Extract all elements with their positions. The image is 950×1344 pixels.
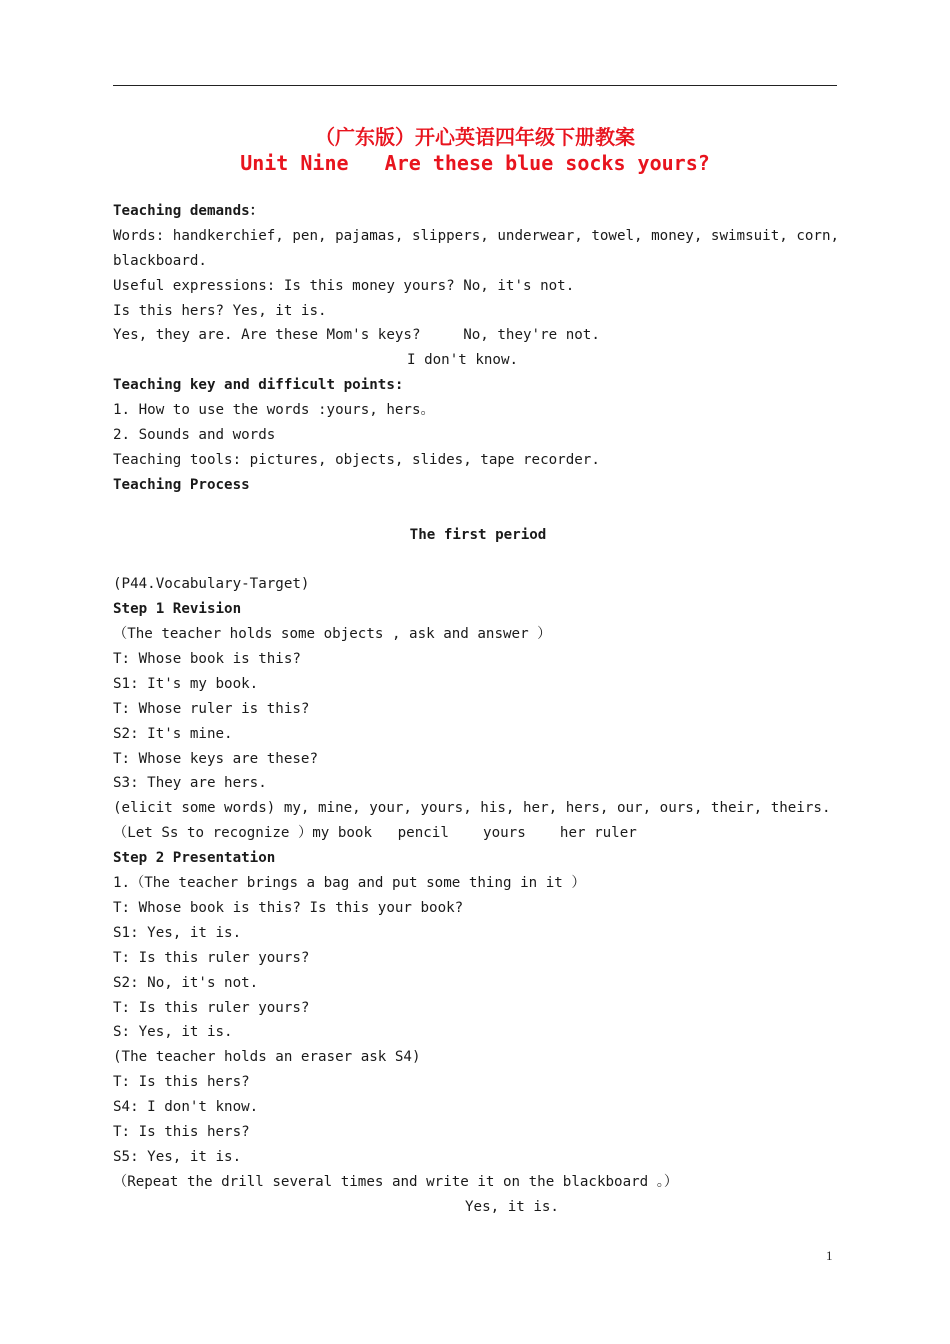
text-line: Useful expressions: Is this money yours? No, it's not.: [113, 277, 575, 294]
dialogue-line: T: Whose book is this? Is this your book?: [113, 899, 464, 916]
dialogue-line: T: Is this hers?: [113, 1074, 250, 1091]
text-line: Yes, it is.: [465, 1198, 559, 1215]
period-heading: The first period: [409, 526, 547, 543]
text-line: I don't know.: [407, 352, 519, 369]
dialogue-line: T: Is this ruler yours?: [113, 999, 310, 1016]
text-line: Yes, they are. Are these Mom's keys? No, they're not.: [113, 327, 600, 344]
lesson-plan-body: [113, 199, 853, 1220]
document-title-chinese: （广东版）开心英语四年级下册教案: [315, 125, 635, 149]
text-line: (The teacher holds an eraser ask S4): [113, 1049, 421, 1066]
text-line: 1. How to use the words :yours, hers。: [113, 402, 435, 419]
dialogue-line: S1: It's my book.: [113, 675, 259, 692]
text-line: （Repeat the drill several times and write it on the blackboard 。）: [113, 1173, 679, 1190]
dialogue-line: S3: They are hers.: [113, 775, 267, 792]
text-line: 2. Sounds and words: [113, 427, 276, 444]
text-line: （Let Ss to recognize ）my book pencil yours her ruler: [113, 825, 637, 842]
dialogue-line: S2: No, it's not.: [113, 974, 259, 991]
text-line: 1.（The teacher brings a bag and put some thing in it ）: [113, 875, 586, 892]
text-line: Is this hers? Yes, it is.: [113, 302, 327, 319]
dialogue-line: S2: It's mine.: [113, 725, 233, 742]
text-line: blackboard.: [113, 252, 207, 269]
section-heading: Teaching Process: [113, 476, 250, 493]
section-heading: Teaching key and difficult points:: [113, 377, 404, 394]
dialogue-line: T: Whose keys are these?: [113, 750, 318, 767]
blank-line: [113, 547, 853, 572]
text-line: (P44.Vocabulary-Target): [113, 576, 310, 593]
header-rule: [113, 85, 837, 86]
dialogue-line: T: Is this ruler yours?: [113, 949, 310, 966]
dialogue-line: T: Whose ruler is this?: [113, 700, 310, 717]
step-heading: Step 1 Revision: [113, 601, 242, 618]
page-number: 1: [826, 1248, 833, 1263]
dialogue-line: S: Yes, it is.: [113, 1024, 233, 1041]
step-heading: Step 2 Presentation: [113, 850, 276, 867]
dialogue-line: S1: Yes, it is.: [113, 924, 242, 941]
text-line: Words: handkerchief, pen, pajamas, slippers, underwear, towel, money, swimsuit, corn,: [113, 227, 840, 244]
blank-line: [113, 498, 853, 523]
document-title-unit: Unit Nine Are these blue socks yours?: [240, 151, 710, 175]
dialogue-line: S5: Yes, it is.: [113, 1148, 242, 1165]
text-line: (elicit some words) my, mine, your, yours, his, her, hers, our, ours, their, theirs.: [113, 800, 831, 817]
text-line: Teaching tools: pictures, objects, slides, tape recorder.: [113, 451, 600, 468]
section-heading: Teaching demands：: [113, 203, 264, 219]
dialogue-line: T: Is this hers?: [113, 1123, 250, 1140]
dialogue-line: S4: I don't know.: [113, 1099, 259, 1116]
text-line: （The teacher holds some objects , ask and answer ）: [113, 626, 552, 643]
dialogue-line: T: Whose book is this?: [113, 651, 301, 668]
